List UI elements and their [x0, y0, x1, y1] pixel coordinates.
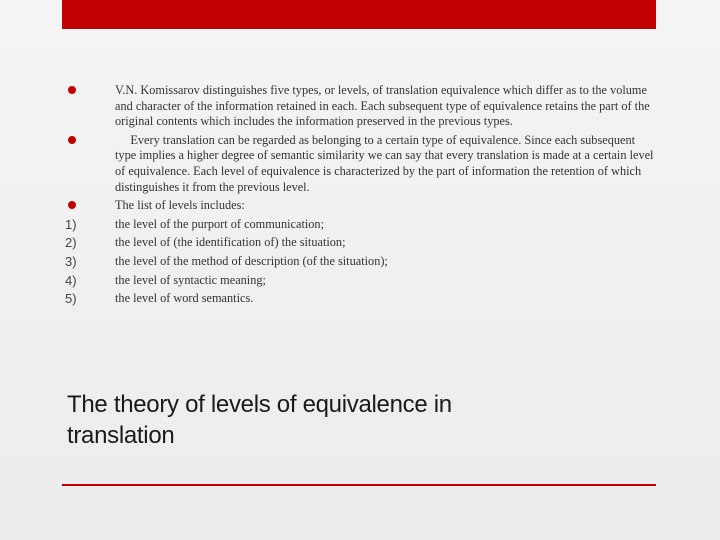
- list-item: [62, 235, 656, 251]
- title-line-2: translation: [67, 422, 175, 449]
- item-text: Every translation can be regarded as belonging to a certain type of equivalence. Since each subsequent type implies a higher degree of semantic similarity we can say that every translation is made at a certain level of equivalence. Each level of equivalence is characterized by the part of information the retention of which distinguishes it from the previous level.: [115, 132, 654, 194]
- item-number: 5): [65, 291, 77, 307]
- item-number: 3): [65, 253, 77, 269]
- title-line-1: The theory of levels of equivalence in: [67, 391, 452, 418]
- item-text: the level of the method of description (of the situation);: [115, 253, 388, 268]
- slide-content: [62, 83, 656, 307]
- top-accent-bar: [62, 0, 656, 29]
- list-item: [62, 254, 656, 270]
- list-item: [62, 83, 656, 130]
- bottom-divider: [62, 484, 656, 486]
- item-text: The list of levels includes:: [115, 198, 245, 213]
- list-item: [62, 198, 656, 214]
- item-number: 2): [65, 235, 77, 251]
- bullet-icon: [68, 136, 76, 144]
- item-text: the level of (the identification of) the situation;: [115, 235, 346, 250]
- list-item: [62, 291, 656, 307]
- item-number: 1): [65, 216, 77, 232]
- list-item: [62, 217, 656, 233]
- list-item: [62, 273, 656, 289]
- slide-title: [67, 389, 627, 451]
- list-item: [62, 133, 656, 195]
- item-text: V.N. Komissarov distinguishes five types, or levels, of translation equivalence which differ as to the volume and character of the information retained in each. Each subsequent type of equivalence retains the part of the original contents which includes the information preserved in the previous types.: [115, 83, 650, 129]
- item-number: 4): [65, 272, 77, 288]
- item-text: the level of the purport of communication;: [115, 216, 324, 231]
- bullet-icon: [68, 86, 76, 94]
- item-text: the level of word semantics.: [115, 291, 254, 306]
- item-text: the level of syntactic meaning;: [115, 272, 266, 287]
- bullet-icon: [68, 201, 76, 209]
